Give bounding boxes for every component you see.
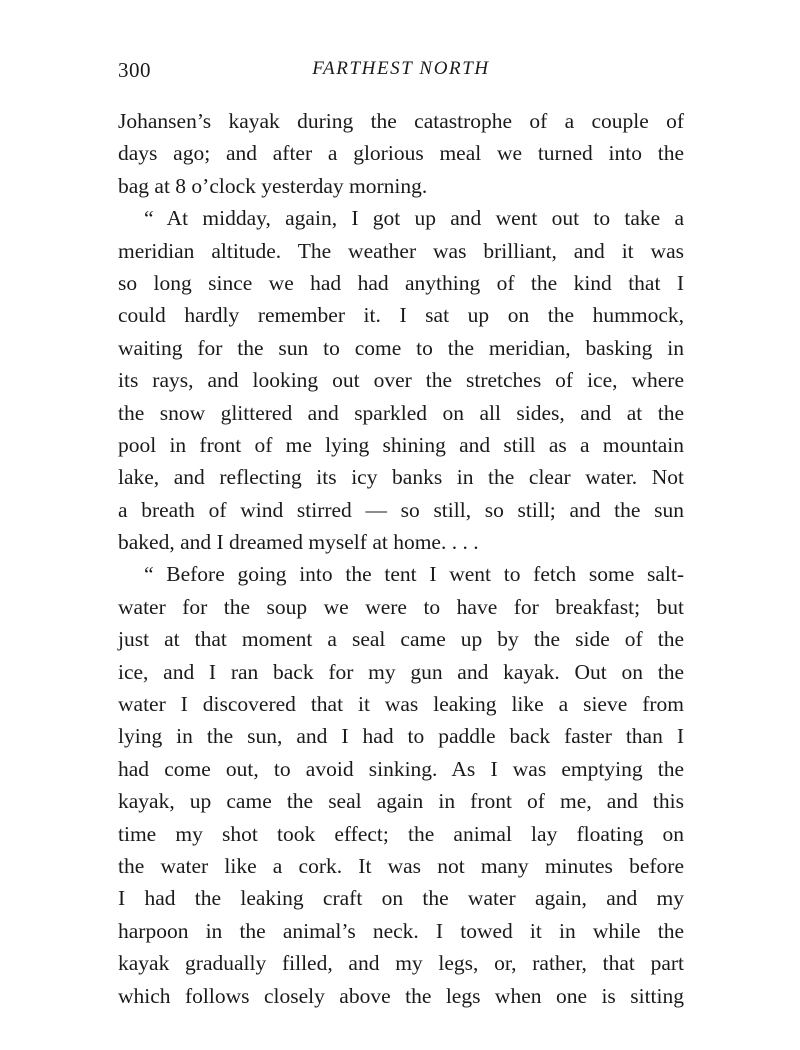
text-line: lake, and reflecting its icy banks in the clear water. Not xyxy=(118,465,684,490)
text-line: kayak gradually filled, and my legs, or, rather, that part xyxy=(118,951,684,976)
text-line: the water like a cork. It was not many minutes before xyxy=(118,853,684,878)
text-line: just at that moment a seal came up by the side of the xyxy=(118,627,684,652)
body-text xyxy=(118,105,684,1012)
text-line: baked, and I dreamed myself at home. . . . xyxy=(118,530,479,555)
text-line: waiting for the sun to come to the meridian, basking in xyxy=(118,335,684,360)
page-number: 300 xyxy=(118,58,151,82)
text-line: water for the soup we were to have for breakfast; but xyxy=(118,594,684,619)
text-line: had come out, to avoid sinking. As I was emptying the xyxy=(118,756,684,781)
text-line: could hardly remember it. I sat up on the hummock, xyxy=(118,303,684,328)
text-line: pool in front of me lying shining and still as a mountain xyxy=(118,432,684,457)
text-line: time my shot took effect; the animal lay floating on xyxy=(118,821,684,846)
text-line: “ Before going into the tent I went to fetch some salt- xyxy=(144,562,684,587)
text-line: water I discovered that it was leaking like a sieve from xyxy=(118,692,684,717)
text-line: lying in the sun, and I had to paddle back faster than I xyxy=(118,724,684,749)
text-line: which follows closely above the legs when one is sitting xyxy=(118,983,684,1008)
text-line: I had the leaking craft on the water again, and my xyxy=(118,886,684,911)
text-line: so long since we had had anything of the kind that I xyxy=(118,270,684,295)
text-line: days ago; and after a glorious meal we turned into the xyxy=(118,141,684,166)
text-line: meridian altitude. The weather was brilliant, and it was xyxy=(118,238,684,263)
text-line: the snow glittered and sparkled on all sides, and at the xyxy=(118,400,684,425)
text-line: Johansen’s kayak during the catastrophe of a couple of xyxy=(118,109,684,133)
running-title: FARTHEST NORTH xyxy=(312,58,490,79)
running-head xyxy=(118,58,684,88)
text-line: ice, and I ran back for my gun and kayak. Out on the xyxy=(118,659,684,684)
text-line: kayak, up came the seal again in front of me, and this xyxy=(118,789,684,814)
text-line: bag at 8 o’clock yesterday morning. xyxy=(118,173,428,198)
text-line: harpoon in the animal’s neck. I towed it in while the xyxy=(118,918,684,943)
text-line: “ At midday, again, I got up and went out to take a xyxy=(144,206,684,231)
text-line: its rays, and looking out over the stretches of ice, where xyxy=(118,368,684,393)
text-line: a breath of wind stirred — so still, so still; and the sun xyxy=(118,497,684,522)
